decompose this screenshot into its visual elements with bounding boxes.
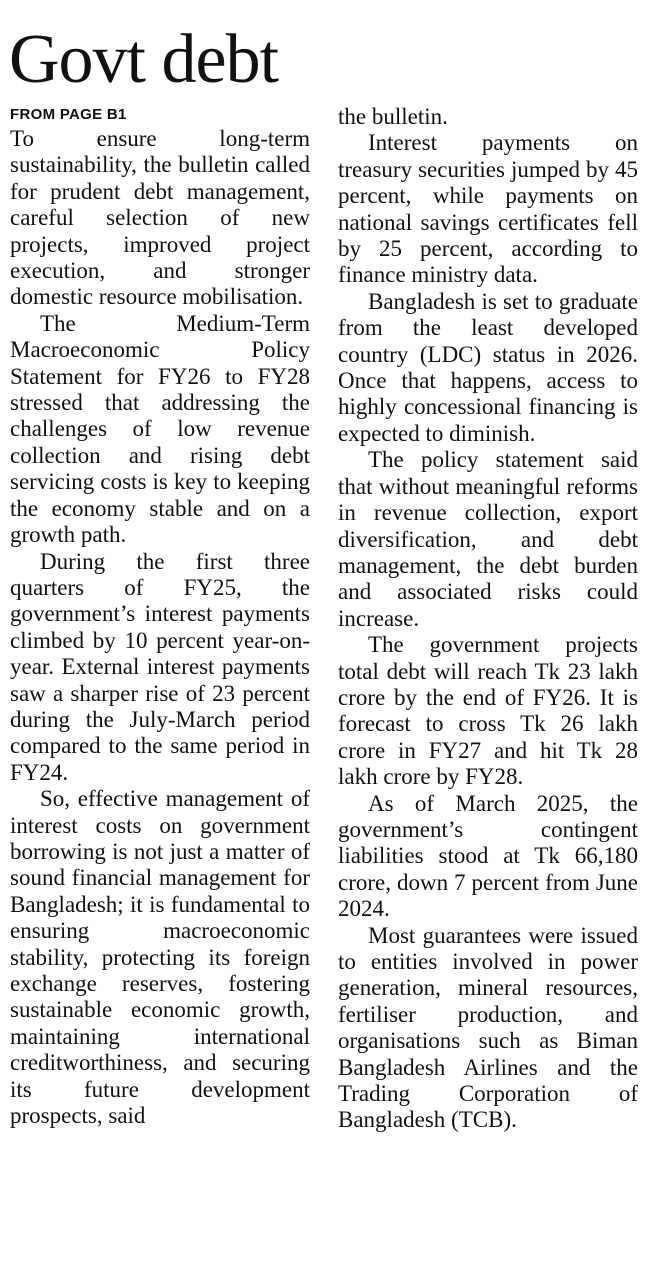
paragraph: The government projects total debt will reach Tk 23 lakh crore by the end of FY26. It is forecast to cross Tk 26 lakh crore in FY27 and hit Tk 28 lakh crore by FY28. <box>338 632 638 790</box>
left-column <box>10 104 310 1129</box>
jump-label: FROM PAGE B1 <box>10 106 127 123</box>
paragraph-continuation: the bulletin. <box>338 104 448 129</box>
paragraph: During the first three quarters of FY25, the government’s interest payments climbed by 10 percent year-on-year. External interest payments saw a sharper rise of 23 percent during the July-March period compared to the same period in FY24. <box>10 548 310 785</box>
paragraph: To ensure long-term sustainability, the bulletin called for prudent debt management, careful selection of new projects, improved project execution, and stronger domestic resource mobilisation. <box>10 126 310 310</box>
paragraph: Bangladesh is set to graduate from the least developed country (LDC) status in 2026. Once that happens, access to highly concessional financing is expected to diminish. <box>338 288 638 446</box>
paragraph: The policy statement said that without meaningful reforms in revenue collection, export diversification, and debt management, the debt burden and associated risks could increase. <box>338 447 638 631</box>
paragraph: Most guarantees were issued to entities involved in power generation, mineral resources, fertiliser production, and organisations such as Biman Bangladesh Airlines and the Trading Corporation of Bangladesh (TCB). <box>338 922 638 1133</box>
paragraph: So, effective management of interest costs on government borrowing is not just a matter of sound financial management for Bangladesh; it is fundamental to ensuring macroeconomic stability, protecting its foreign exchange reserves, fostering sustainable economic growth, maintaining international creditworthiness, and securing its future development prospects, said <box>10 786 310 1129</box>
paragraph: The Medium-Term Macroeconomic Policy Statement for FY26 to FY28 stressed that addressing the challenges of low revenue collection and rising debt servicing costs is key to keeping the economy stable and on a growth path. <box>10 310 310 548</box>
paragraph: As of March 2025, the government’s contingent liabilities stood at Tk 66,180 crore, down 7 percent from June 2024. <box>338 790 638 922</box>
headline: Govt debt <box>9 21 279 98</box>
paragraph: Interest payments on treasury securities jumped by 45 percent, while payments on national savings certificates fell by 25 percent, according to finance ministry data. <box>338 130 638 288</box>
right-column <box>338 104 638 1134</box>
